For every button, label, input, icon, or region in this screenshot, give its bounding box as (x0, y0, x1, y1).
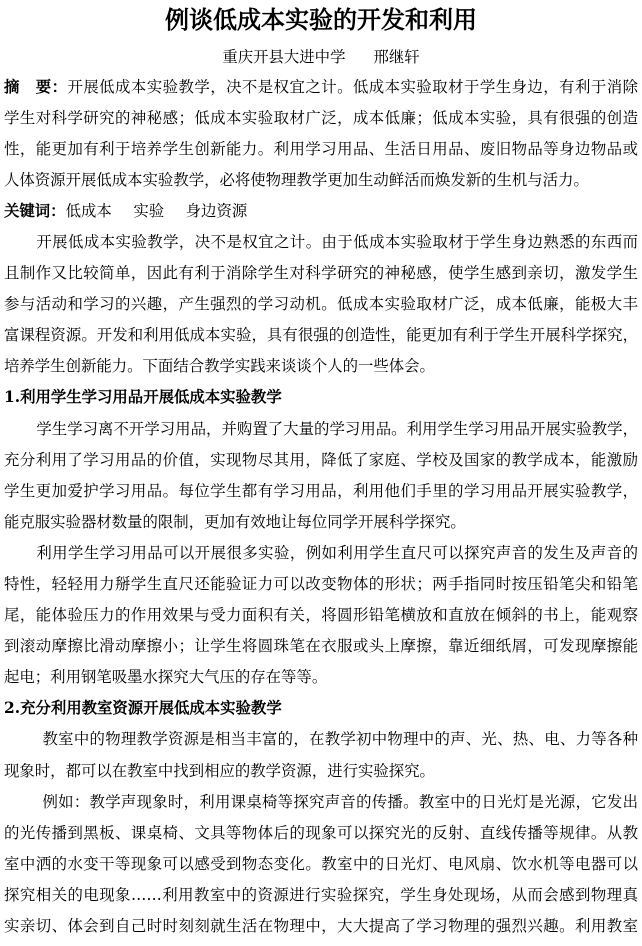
paragraph-line: 尾，能体验压力的作用效果与受力面积有关，将圆形铅笔横放和直放在倾斜的书上，能观察 (4, 606, 638, 625)
abstract-line: 性，能更加有利于培养学生创新能力。利用学习用品、生活日用品、废旧物品等身边物品或 (4, 139, 638, 158)
paragraph-line: 现象时，都可以在教室中找到相应的教学资源，进行实验探究。 (4, 761, 435, 780)
paragraph-line: 培养学生创新能力。下面结合教学实践来谈谈个人的一些体会。 (4, 357, 435, 376)
paragraph-line: 实亲切、体会到自己时时刻刻就生活在物理中，大大提高了学习物理的强烈兴趣。利用教室 (4, 917, 638, 936)
keyword: 实验 (133, 201, 165, 220)
document-body (4, 72, 638, 943)
keywords-line (4, 196, 638, 227)
paragraph-line: 能克服实验器材数量的限制，更加有效地让每位同学开展科学探究。 (4, 512, 466, 531)
keyword: 身边资源 (185, 201, 248, 220)
paragraph-line: 教室中的物理教学资源是相当丰富的，在教学初中物理中的声、光、热、电、力等各种 (42, 730, 638, 749)
paragraph-line: 参与活动和学习的兴趣，产生强烈的学习动机。低成本实验取材广泛，成本低廉，能极大丰 (4, 295, 638, 314)
author-school: 重庆开县大进中学 (222, 48, 346, 66)
paragraph-line: 特性，轻轻用力掰学生直尺还能验证力可以改变物体的形状；两手指同时按压铅笔尖和铅笔 (4, 575, 638, 593)
section-heading: 1.利用学生学习用品开展低成本实验教学 (4, 388, 282, 407)
paragraph-line: 且制作又比较简单，因此有利于消除学生对科学研究的神秘感，使学生感到亲切，激发学生 (4, 264, 638, 283)
paragraph-line: 利用学生学习用品可以开展很多实验，例如利用学生直尺可以探究声音的发生及声音的 (36, 543, 638, 562)
author-line (0, 45, 642, 69)
page-title: 例谈低成本实验的开发和利用 (165, 5, 477, 34)
paragraph-line: 充分利用了学习用品的价值，实现物尽其用，降低了家庭、学校及国家的教学成本，能激励 (4, 450, 638, 469)
abstract-text: 开展低成本实验教学，决不是权宜之计。低成本实验取材于学生身边，有利于消除 (67, 77, 638, 96)
author-name: 邢继轩 (373, 48, 420, 66)
keyword: 低成本 (65, 201, 112, 220)
paragraph-line: 室中洒的水变干等现象可以感受到物态变化。教室中的日光灯、电风扇、饮水机等电器可以 (4, 854, 638, 873)
abstract-line: 学生对科学研究的神秘感；低成本实验取材广泛，成本低廉；低成本实验，具有很强的创造 (4, 108, 638, 127)
paragraph-line: 的光传播到黑板、课桌椅、文具等物体后的现象可以探究光的反射、直线传播等规律。从教 (4, 823, 638, 842)
abstract-line: 人体资源开展低成本实验教学，必将使物理教学更加生动鲜活而焕发新的生机与活力。 (4, 170, 589, 189)
paragraph-line: 探究相关的电现象……利用教室中的资源进行实验探究，学生身处现场，从而会感到物理真 (4, 885, 638, 904)
abstract-line (4, 72, 638, 103)
section-heading: 2.充分利用教室资源开展低成本实验教学 (4, 699, 282, 718)
paragraph-line: 到滚动摩擦比滑动摩擦小；让学生将圆珠笔在衣服或头上摩擦，靠近细纸屑，可发现摩擦能 (4, 637, 638, 656)
keywords-label: 关键词： (4, 201, 66, 220)
abstract-label: 摘 要： (4, 77, 68, 96)
paragraph-line: 学生学习离不开学习用品，并购置了大量的学习用品。利用学生学习用品开展实验教学， (36, 419, 638, 438)
paragraph-line: 例如：教学声现象时，利用课桌椅等探究声音的传播。教室中的日光灯是光源，它发出 (42, 792, 638, 811)
paragraph-line: 富课程资源。开发和利用低成本实验，具有很强的创造性，能更加有利于学生开展科学探究， (4, 326, 638, 345)
paragraph-line: 学生更加爱护学习用品。每位学生都有学习用品，利用他们手里的学习用品开展实验教学， (4, 481, 638, 500)
paragraph-line: 起电；利用钢笔吸墨水探究大气压的存在等等。 (4, 668, 328, 687)
paragraph-line: 开展低成本实验教学，决不是权宜之计。由于低成本实验取材于学生身边熟悉的东西而 (36, 232, 638, 251)
